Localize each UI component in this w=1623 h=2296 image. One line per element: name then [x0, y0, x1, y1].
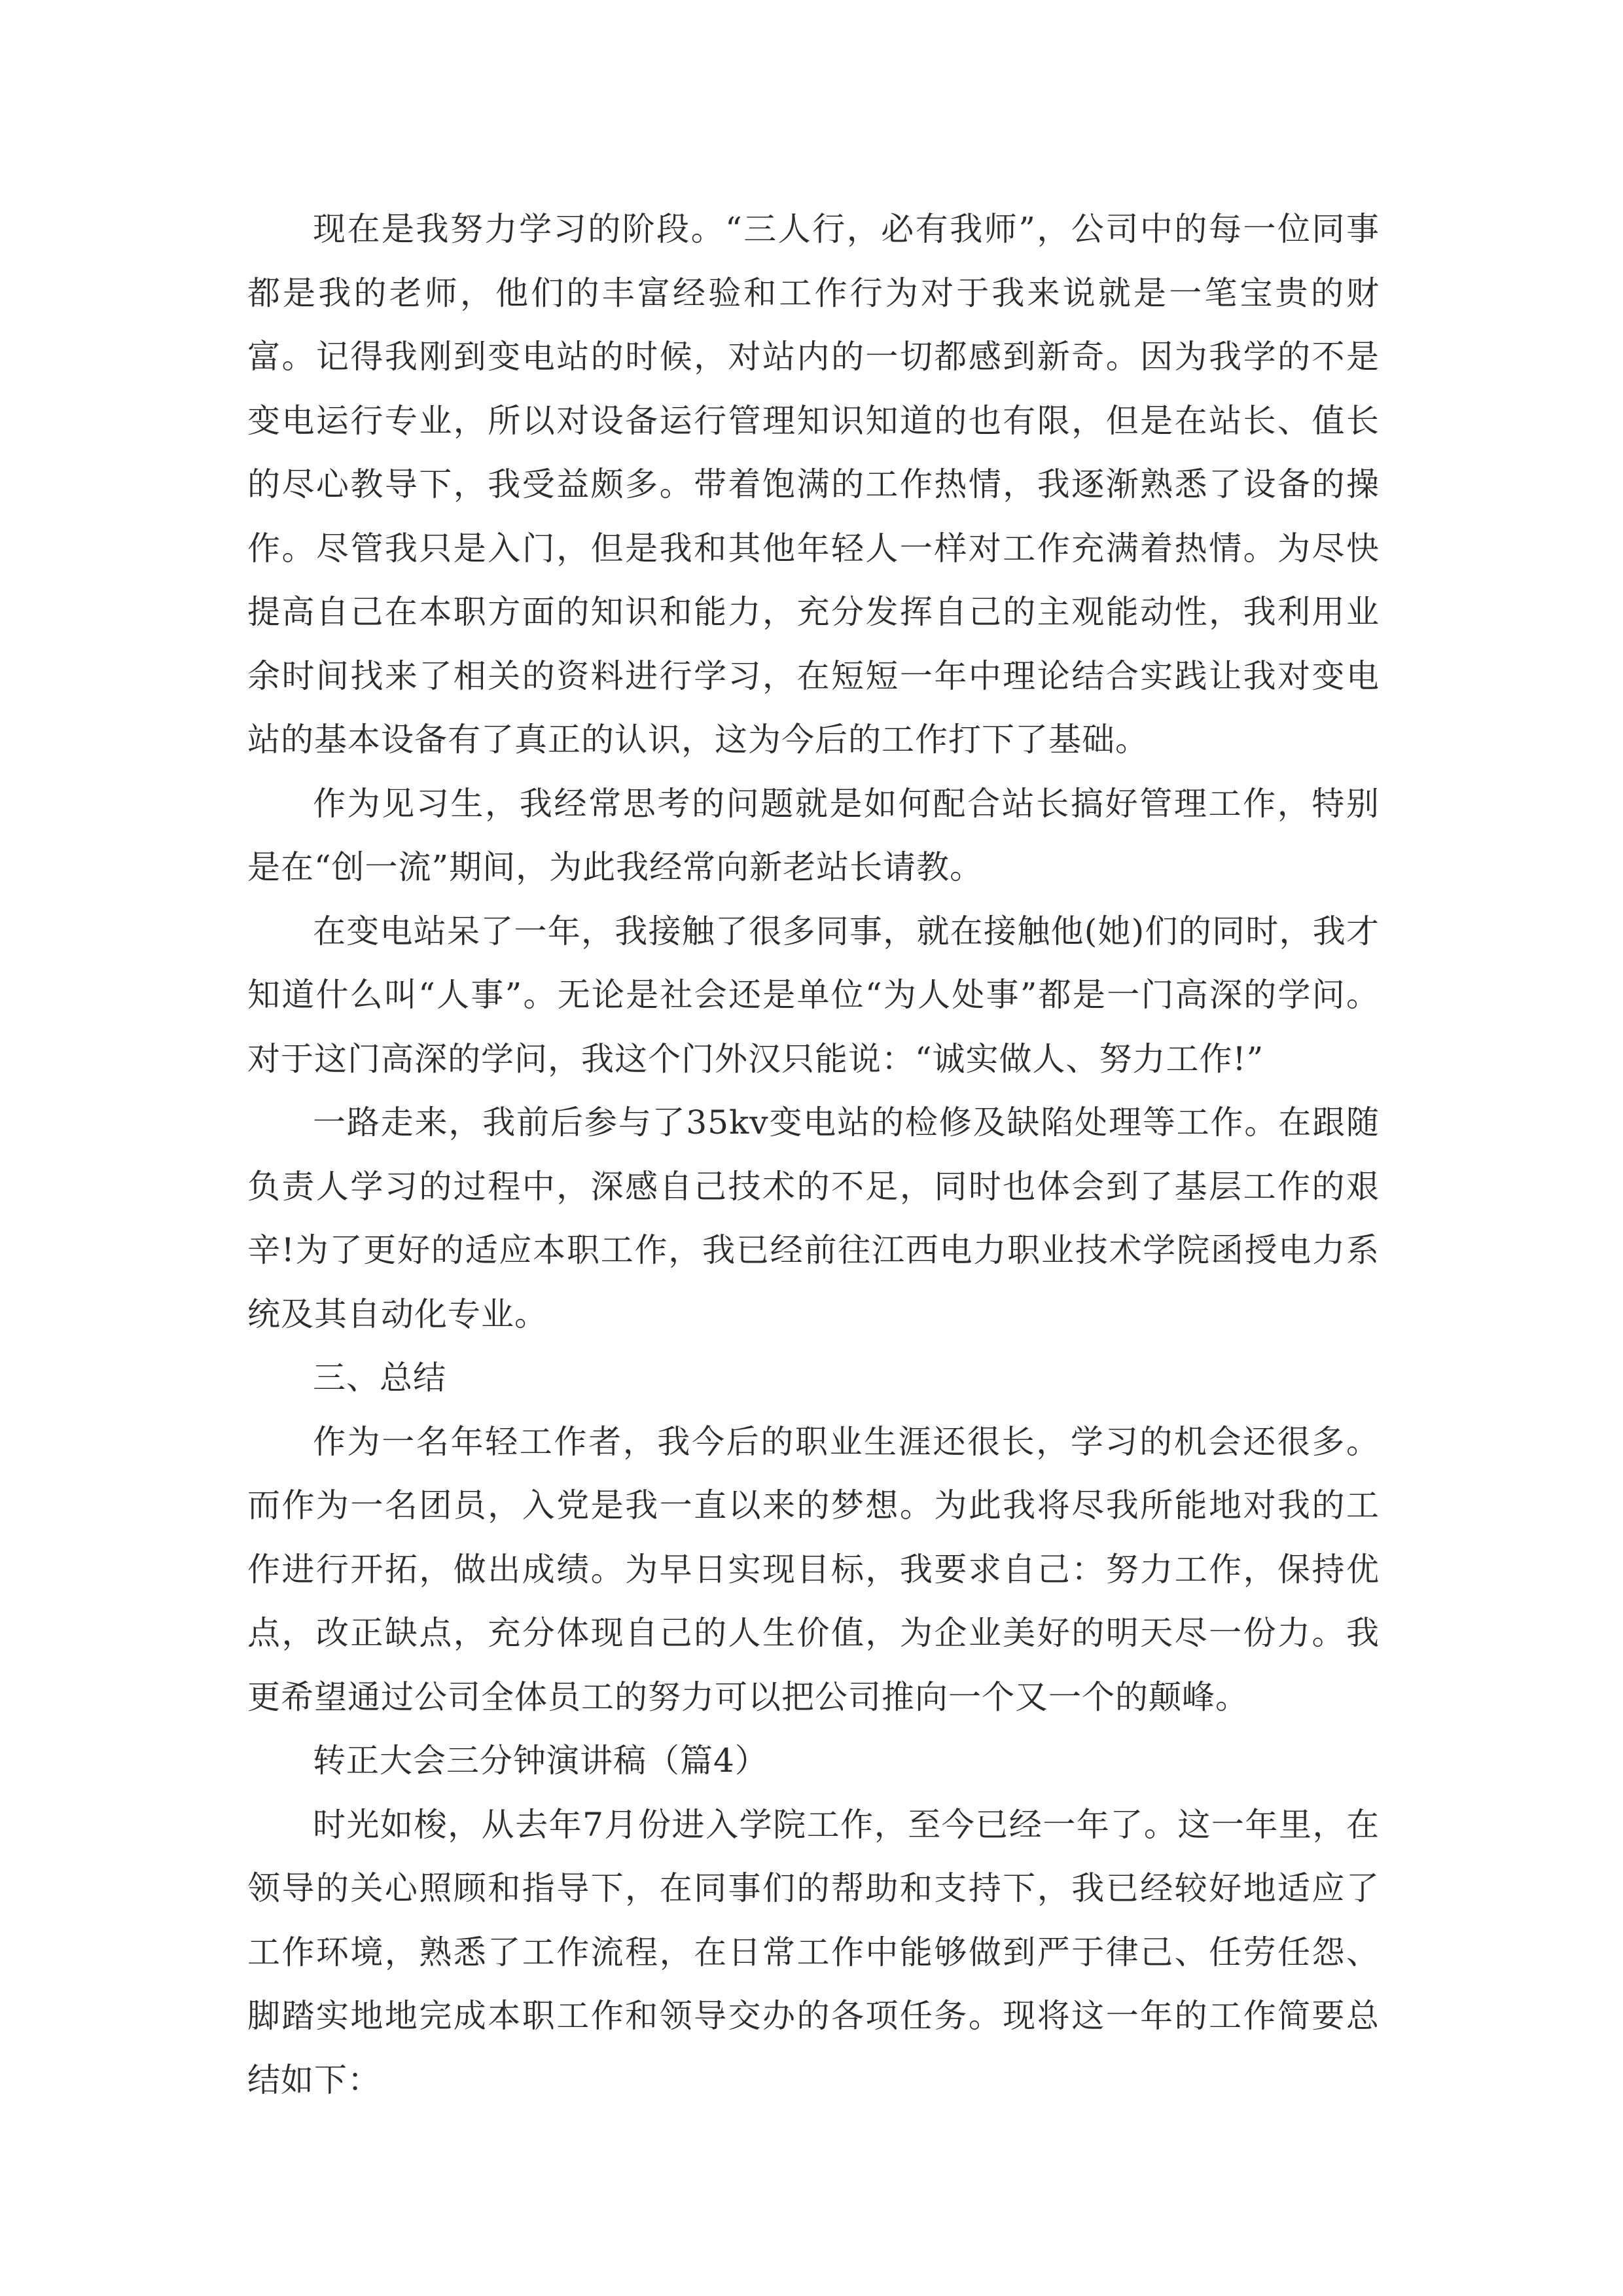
speech-title-part-4: 转正大会三分钟演讲稿（篇4） [313, 1742, 768, 1780]
document-body [247, 198, 1380, 2112]
paragraph-trainee-thinking: 作为见习生，我经常思考的问题就是如何配合站长搞好管理工作，特别是在“创一流”期间，为此我经常向新老站长请教。 [247, 784, 1380, 886]
paragraph-one-year-review: 时光如梭，从去年7月份进入学院工作，至今已经一年了。这一年里，在领导的关心照顾和指导下，在同事们的帮助和支持下，我已经较好地适应了工作环境，熟悉了工作流程，在日常工作中能够做到严于律己、任劳任怨、脚踏实地地完成本职工作和领导交办的各项任务。现将这一年的工作简要总结如下： [247, 1805, 1380, 2099]
paragraph-summary-career: 作为一名年轻工作者，我今后的职业生涯还很长，学习的机会还很多。而作为一名团员，入党是我一直以来的梦想。为此我将尽我所能地对我的工作进行开拓，做出成绩。为早日实现目标，我要求自己：努力工作，保持优点，改正缺点，充分体现自己的人生价值，为企业美好的明天尽一份力。我更希望通过公司全体员工的努力可以把公司推向一个又一个的颠峰。 [247, 1422, 1380, 1716]
paragraph-learning-stage: 现在是我努力学习的阶段。“三人行，必有我师”，公司中的每一位同事都是我的老师，他们的丰富经验和工作行为对于我来说就是一笔宝贵的财富。记得我刚到变电站的时候，对站内的一切都感到新奇。因为我学的不是变电运行专业，所以对设备运行管理知识知道的也有限，但是在站长、值长的尽心教导下，我受益颇多。带着饱满的工作热情，我逐渐熟悉了设备的操作。尽管我只是入门，但是我和其他年轻人一样对工作充满着热情。为尽快提高自己在本职方面的知识和能力，充分发挥自己的主观能动性，我利用业余时间找来了相关的资料进行学习，在短短一年中理论结合实践让我对变电站的基本设备有了真正的认识，这为今后的工作打下了基础。 [247, 210, 1380, 759]
section-heading-summary: 三、总结 [313, 1359, 446, 1397]
paragraph-personnel-matters: 在变电站呆了一年，我接触了很多同事，就在接触他(她)们的同时，我才知道什么叫“人事”。无论是社会还是单位“为人处事”都是一门高深的学问。对于这门高深的学问，我这个门外汉只能说：“诚实做人、努力工作!” [247, 912, 1380, 1078]
paragraph-maintenance-work: 一路走来，我前后参与了35kv变电站的检修及缺陷处理等工作。在跟随负责人学习的过程中，深感自己技术的不足，同时也体会到了基层工作的艰辛!为了更好的适应本职工作，我已经前往江西电力职业技术学院函授电力系统及其自动化专业。 [247, 1103, 1380, 1333]
